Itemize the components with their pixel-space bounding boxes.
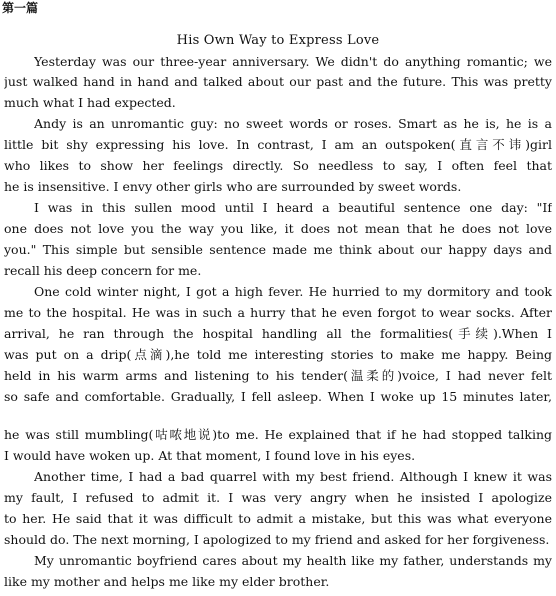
text-line: you." This simple but sensible sentence made me think about our happy days and (4, 242, 552, 257)
article-title: His Own Way to Express Love (176, 33, 380, 48)
text-line: little bit shy expressing his love. In contrast, I am an outspoken(直言不讳)girl (4, 137, 552, 152)
text-line: he was still mumbling(咕哝地说)to me. He explained that if he had stopped talking (4, 427, 552, 442)
text-line: My unromantic boyfriend cares about my health like my father, understands my (34, 553, 552, 568)
text-line: arrival, he ran through the hospital handling all the formalities(手续).When I (4, 326, 552, 341)
text-line: my fault, I refused to admit it. I was very angry when he insisted I apologize (4, 490, 552, 505)
text-line: was put on a drip(点滴),he told me interesting stories to make me happy. Being (4, 347, 552, 362)
text-line: Andy is an unromantic guy: no sweet words or roses. Smart as he is, he is a (34, 116, 552, 131)
text-line: held in his warm arms and listening to his tender(温柔的)voice, I had never felt (4, 368, 552, 383)
text-line: like my mother and helps me like my elder brother. (4, 574, 330, 589)
text-line: I was in this sullen mood until I heard a beautiful sentence one day: "If (34, 200, 552, 215)
text-line: he is insensitive. I envy other girls who are surrounded by sweet words. (4, 179, 462, 194)
text-line: me to the hospital. He was in such a hurry that he even forgot to wear socks. After (4, 305, 552, 320)
text-line: just walked hand in hand and talked about our past and the future. This was pretty (4, 74, 552, 89)
text-line: I would have woken up. At that moment, I found love in his eyes. (4, 448, 416, 463)
text-line: One cold winter night, I got a high fever. He hurried to my dormitory and took (34, 284, 552, 299)
text-line: to her. He said that it was difficult to admit a mistake, but this was what everyone (4, 511, 552, 526)
text-line: much what I had expected. (4, 95, 176, 110)
text-line: recall his deep concern for me. (4, 263, 202, 278)
text-line: Yesterday was our three-year anniversary. We didn't do anything romantic; we (34, 54, 552, 69)
text-line: should do. The next morning, I apologized to my friend and asked for her forgiveness. (4, 532, 550, 547)
text-line: Another time, I had a bad quarrel with my best friend. Although I knew it was (34, 469, 552, 484)
section-label: 第一篇 (2, 1, 39, 15)
text-line: who likes to show her feelings directly. So needless to say, I often feel that (4, 158, 552, 173)
text-line: one does not love you the way you like, it does not mean that he does not love (4, 221, 552, 236)
text-line: so safe and comfortable. Gradually, I fell asleep. When I woke up 15 minutes later, (4, 389, 552, 404)
